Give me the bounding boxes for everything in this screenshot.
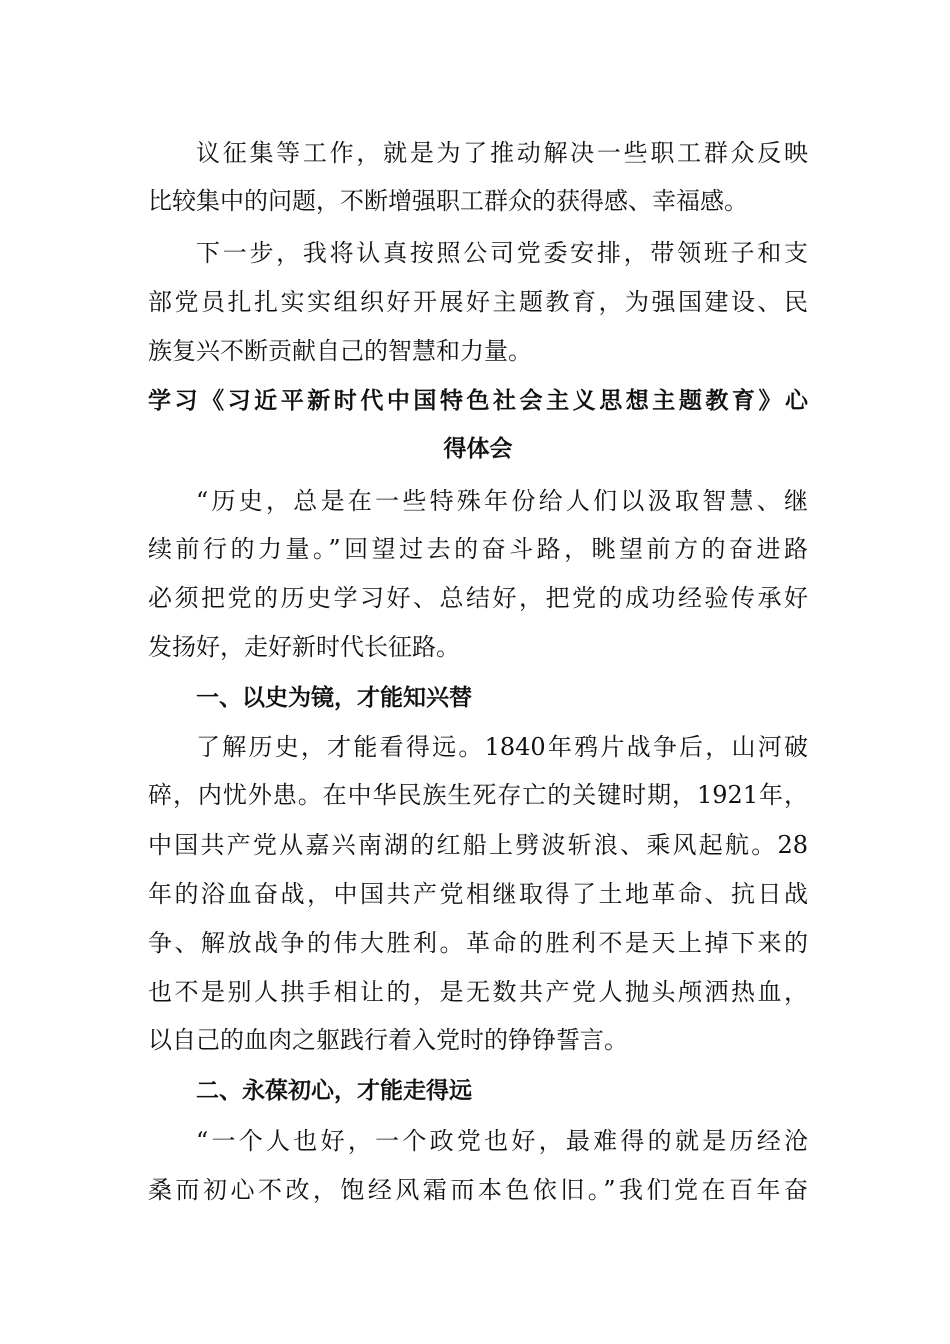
paragraph-line: 发扬好，走好新时代长征路。 bbox=[148, 633, 460, 661]
paragraph-line: 续前行的力量。”回望过去的奋斗路，眺望前方的奋进路 bbox=[148, 535, 808, 563]
paragraph-line: “一个人也好，一个政党也好，最难得的就是历经沧 bbox=[196, 1127, 808, 1155]
article-title-line: 得体会 bbox=[443, 436, 513, 462]
paragraph-line: 议征集等工作，就是为了推动解决一些职工群众反映 bbox=[196, 139, 808, 167]
paragraph-line: 必须把党的历史学习好、总结好，把党的成功经验传承好 bbox=[148, 584, 808, 612]
section-heading: 二、永葆初心，才能走得远 bbox=[196, 1078, 472, 1104]
paragraph-line: “历史，总是在一些特殊年份给人们以汲取智慧、继 bbox=[196, 487, 808, 515]
article-title-line: 学习《习近平新时代中国特色社会主义思想主题教育》心 bbox=[148, 388, 808, 414]
paragraph-line: 也不是别人拱手相让的，是无数共产党人抛头颅洒热血， bbox=[148, 978, 808, 1006]
paragraph-line: 比较集中的问题，不断增强职工群众的获得感、幸福感。 bbox=[148, 187, 748, 215]
paragraph-line: 部党员扎扎实实组织好开展好主题教育，为强国建设、民 bbox=[148, 288, 808, 316]
section-heading: 一、以史为镜，才能知兴替 bbox=[196, 685, 472, 711]
paragraph-line: 了解历史，才能看得远。1840年鸦片战争后，山河破 bbox=[196, 733, 808, 761]
paragraph-line: 以自己的血肉之躯践行着入党时的铮铮誓言。 bbox=[148, 1026, 628, 1054]
paragraph-line: 桑而初心不改，饱经风霜而本色依旧。”我们党在百年奋 bbox=[148, 1176, 808, 1204]
paragraph-line: 争、解放战争的伟大胜利。革命的胜利不是天上掉下来的 bbox=[148, 929, 808, 957]
paragraph-line: 中国共产党从嘉兴南湖的红船上劈波斩浪、乘风起航。28 bbox=[148, 831, 808, 859]
paragraph-line: 族复兴不断贡献自己的智慧和力量。 bbox=[148, 337, 532, 365]
paragraph-line: 下一步，我将认真按照公司党委安排，带领班子和支 bbox=[196, 239, 808, 267]
paragraph-line: 年的浴血奋战，中国共产党相继取得了土地革命、抗日战 bbox=[148, 880, 808, 908]
paragraph-line: 碎，内忧外患。在中华民族生死存亡的关键时期，1921年， bbox=[148, 781, 808, 809]
